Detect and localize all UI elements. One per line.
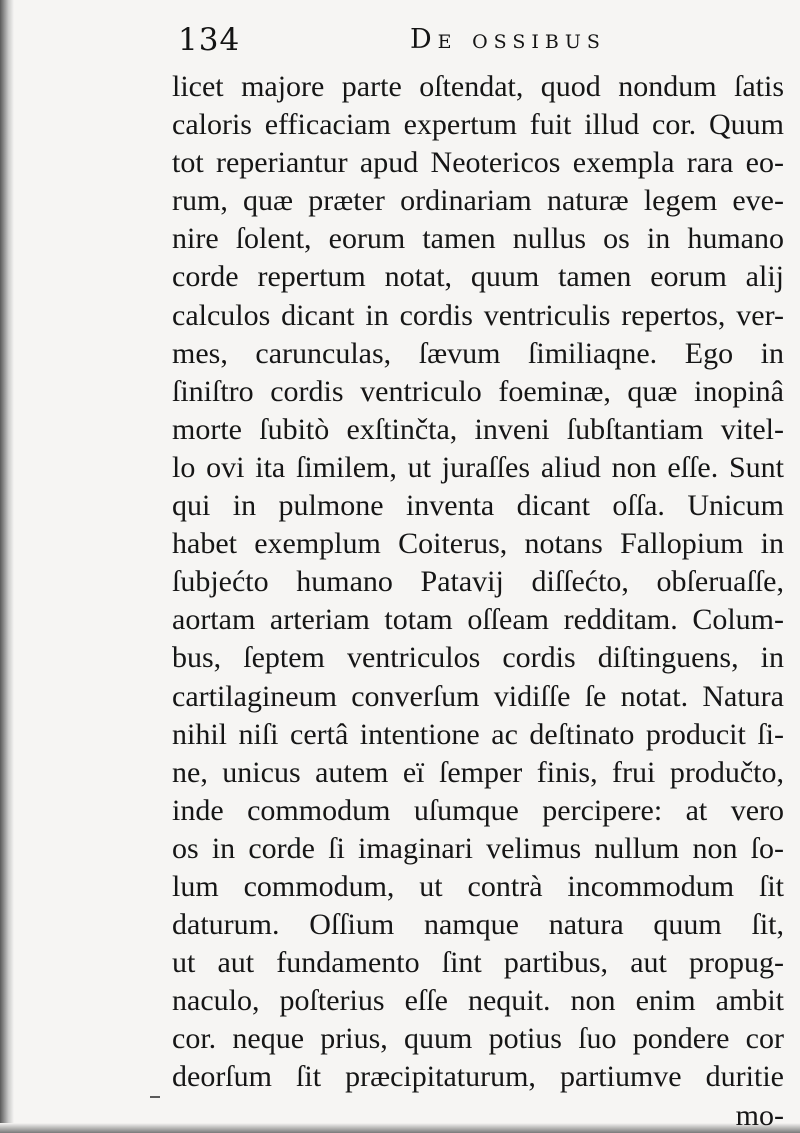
text-line: nihil niſi certâ intentione ac deſtinato producit ſi-	[172, 717, 784, 751]
text-line: calculos dicant in cordis ventriculis repertos, ver-	[172, 298, 784, 332]
text-line: bus, ſeptem ventriculos cordis diſtinguens, in	[172, 641, 784, 675]
text-line: morte ſubitò exſtinčta, inveni ſubſtantiam vitel-	[172, 412, 784, 446]
page-gutter-shadow	[0, 0, 14, 1133]
text-line: qui in pulmone inventa dicant oſſa. Unicum	[172, 489, 784, 523]
text-line: lo ovi ita ſimilem, ut juraſſes aliud non eſſe. Sunt	[172, 450, 784, 484]
text-line: aortam arteriam totam oſſeam redditam. Colum-	[172, 603, 784, 637]
text-line: deorſum ſit præcipitaturum, partiumve duritie	[172, 1060, 784, 1094]
text-line: cartilagineum converſum vidiſſe ſe notat. Natura	[172, 679, 784, 713]
text-line: inde commodum uſumque percipere: at vero	[172, 793, 784, 827]
text-line: nire ſolent, eorum tamen nullus os in humano	[172, 222, 784, 256]
text-line: naculo, poſterius eſſe nequit. non enim ambit	[172, 984, 784, 1018]
text-line: lum commodum, ut contrà incommodum ſit	[172, 869, 784, 903]
ink-mark	[150, 1096, 160, 1098]
text-line: rum, quæ præter ordinariam naturæ legem eve-	[172, 184, 784, 218]
running-head: De ossibus	[410, 24, 606, 55]
text-line: ne, unicus autem eï ſemper finis, frui produčto,	[172, 755, 784, 789]
text-line: licet majore parte oſtendat, quod nondum ſatis	[172, 70, 784, 103]
text-line: tot reperiantur apud Neotericos exempla rara eo-	[172, 146, 784, 180]
text-line: ſubjećto humano Patavij diſſećto, obſeruaſſe,	[172, 565, 784, 599]
text-line: daturum. Oſſium namque natura quum ſit,	[172, 908, 784, 942]
text-line: caloris efficaciam expertum fuit illud cor. Quum	[172, 108, 784, 142]
page-number: 134	[178, 22, 241, 58]
page-header	[178, 20, 738, 64]
catchword: mo-	[735, 1098, 784, 1132]
text-line: cor. neque prius, quum potius ſuo pondere cor	[172, 1022, 784, 1056]
text-line: habet exemplum Coiterus, notans Fallopium in	[172, 527, 784, 561]
text-line: os in corde ſi imaginari velimus nullum non ſo-	[172, 831, 784, 865]
text-line: mes, carunculas, ſævum ſimiliaqne. Ego in	[172, 336, 784, 370]
text-line: ſiniſtro cordis ventriculo foeminæ, quæ inopinâ	[172, 374, 784, 408]
text-line: ut aut fundamento ſint partibus, aut propug-	[172, 946, 784, 980]
body-text	[172, 68, 784, 1133]
text-line: corde repertum notat, quum tamen eorum alij	[172, 260, 784, 294]
